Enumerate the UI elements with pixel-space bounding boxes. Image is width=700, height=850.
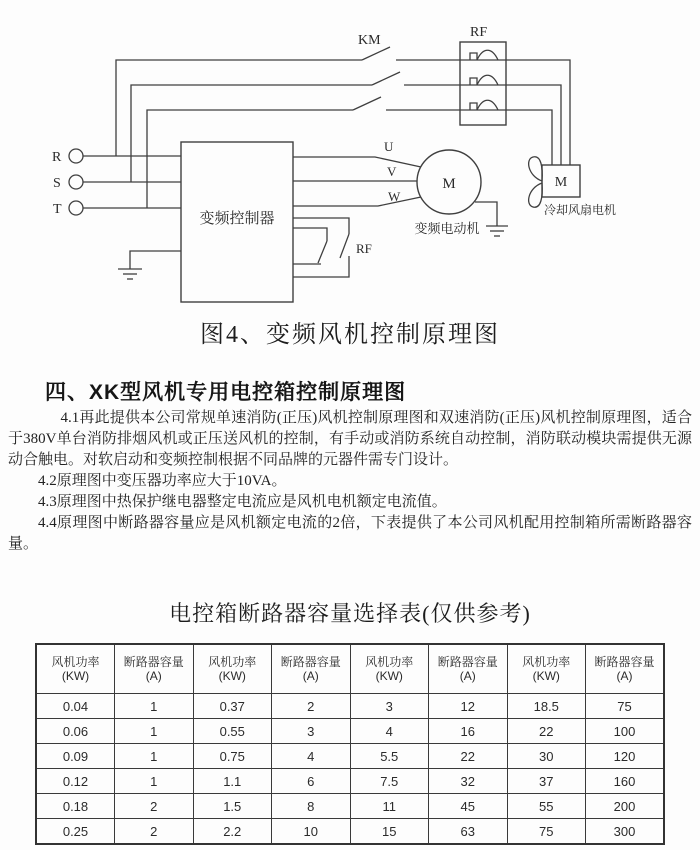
table-cell: 0.75	[193, 744, 272, 769]
paragraph-4-3: 4.3原理图中热保护继电器整定电流应是风机电机额定电流值。	[38, 494, 447, 510]
rf-aux-contact	[293, 218, 372, 277]
table-cell: 4	[272, 744, 351, 769]
circuit-diagram	[0, 0, 700, 310]
phase-r-label: R	[52, 150, 62, 165]
table-header-cell: 断路器容量 (A)	[272, 644, 351, 694]
inverter-motor	[414, 150, 481, 236]
table-cell: 0.37	[193, 694, 272, 719]
table-header-cell: 风机功率 (KW)	[507, 644, 586, 694]
table-cell: 45	[429, 794, 508, 819]
fan-feed-wires	[506, 60, 570, 165]
km-label: KM	[358, 33, 381, 48]
table-cell: 4	[350, 719, 429, 744]
table-header-cell: 风机功率 (KW)	[36, 644, 115, 694]
terminal-s-icon	[69, 175, 83, 189]
table-cell: 0.06	[36, 719, 115, 744]
power-bus-wires	[116, 60, 372, 208]
motor-name: 变频电动机	[414, 221, 480, 236]
phase-t-label: T	[53, 202, 62, 217]
rf-top-label: RF	[470, 25, 488, 40]
section-heading: 四、XK型风机专用电控箱控制原理图	[45, 381, 407, 404]
table-title: 电控箱断路器容量选择表(仅供参考)	[169, 601, 531, 626]
table-row	[36, 719, 664, 744]
ground-symbol-motor	[475, 202, 508, 236]
table-cell: 0.09	[36, 744, 115, 769]
table-cell: 1	[115, 769, 194, 794]
paragraph-4-4: 4.4原理图中断路器容量应是风机额定电流的2倍，下表提供了本公司风机配用控制箱所需断路器容量。	[8, 515, 692, 552]
table-cell: 32	[429, 769, 508, 794]
terminal-t-icon	[69, 201, 83, 215]
table-cell: 120	[586, 744, 665, 769]
table-cell: 0.25	[36, 819, 115, 845]
table-row	[36, 694, 664, 719]
table-header-cell: 风机功率 (KW)	[193, 644, 272, 694]
table-cell: 3	[272, 719, 351, 744]
table-cell: 11	[350, 794, 429, 819]
table-row	[36, 744, 664, 769]
table-cell: 8	[272, 794, 351, 819]
table-header-row	[36, 644, 664, 694]
table-cell: 2	[115, 794, 194, 819]
uvw-output-wires	[293, 139, 421, 206]
table-cell: 0.12	[36, 769, 115, 794]
table-cell: 30	[507, 744, 586, 769]
table-header-cell: 断路器容量 (A)	[115, 644, 194, 694]
table-row	[36, 819, 664, 845]
table-cell: 1	[115, 719, 194, 744]
paragraph-4-2: 4.2原理图中变压器功率应大于10VA。	[38, 473, 287, 489]
table-cell: 22	[429, 744, 508, 769]
table-body	[36, 694, 664, 845]
inverter-controller	[181, 142, 293, 302]
table-cell: 5.5	[350, 744, 429, 769]
fan-blade-icon	[529, 183, 543, 207]
rf-thermal-relay	[460, 25, 506, 125]
table-cell: 0.04	[36, 694, 115, 719]
fan-motor-m-label: M	[554, 175, 568, 190]
table-cell: 0.18	[36, 794, 115, 819]
table-cell: 2.2	[193, 819, 272, 845]
rf-aux-label: RF	[356, 241, 372, 256]
table-cell: 22	[507, 719, 586, 744]
figure-caption: 图4、变频风机控制原理图	[200, 322, 500, 348]
table-cell: 55	[507, 794, 586, 819]
controller-label: 变频控制器	[199, 211, 275, 227]
table-cell: 6	[272, 769, 351, 794]
table-cell: 1.5	[193, 794, 272, 819]
table-cell: 75	[507, 819, 586, 845]
table-cell: 100	[586, 719, 665, 744]
table-cell: 160	[586, 769, 665, 794]
fan-motor-name: 冷却风扇电机	[544, 203, 617, 217]
table-cell: 1	[115, 744, 194, 769]
section-body	[8, 408, 692, 555]
paragraph-4-1: 4.1再此提供本公司常规单速消防(正压)风机控制原理图和双速消防(正压)风机控制原理图，适合于380V单台消防排烟风机或正压送风机的控制，有手动或消防系统自动控制，消防联动模块需提供无源动合触电。对软启动和变频控制根据不同品牌的元器件需专门设计。	[8, 410, 692, 468]
table-header-cell: 风机功率 (KW)	[350, 644, 429, 694]
table-cell: 7.5	[350, 769, 429, 794]
v-label: V	[387, 164, 397, 179]
table-cell: 3	[350, 694, 429, 719]
table-cell: 12	[429, 694, 508, 719]
table-cell: 2	[272, 694, 351, 719]
u-label: U	[384, 139, 394, 154]
table-cell: 37	[507, 769, 586, 794]
table-header-cell: 断路器容量 (A)	[429, 644, 508, 694]
table-cell: 300	[586, 819, 665, 845]
ground-symbol-left	[118, 251, 181, 279]
table-cell: 2	[115, 819, 194, 845]
motor-m-label: M	[442, 176, 456, 192]
circuit-diagram-svg	[0, 0, 700, 310]
table-cell: 75	[586, 694, 665, 719]
table-cell: 1.1	[193, 769, 272, 794]
table-row	[36, 794, 664, 819]
w-label: W	[388, 189, 401, 204]
table-cell: 0.55	[193, 719, 272, 744]
table-header-cell: 断路器容量 (A)	[586, 644, 665, 694]
phase-terminals	[52, 149, 181, 217]
fan-blade-icon	[529, 157, 543, 181]
table-cell: 10	[272, 819, 351, 845]
km-contactor	[353, 33, 460, 110]
terminal-r-icon	[69, 149, 83, 163]
table-cell: 18.5	[507, 694, 586, 719]
cooling-fan-motor	[529, 157, 616, 217]
table-cell: 16	[429, 719, 508, 744]
table-row	[36, 769, 664, 794]
table-cell: 15	[350, 819, 429, 845]
table-cell: 1	[115, 694, 194, 719]
table-cell: 63	[429, 819, 508, 845]
table-cell: 200	[586, 794, 665, 819]
breaker-table	[35, 643, 665, 845]
phase-s-label: S	[53, 176, 61, 191]
